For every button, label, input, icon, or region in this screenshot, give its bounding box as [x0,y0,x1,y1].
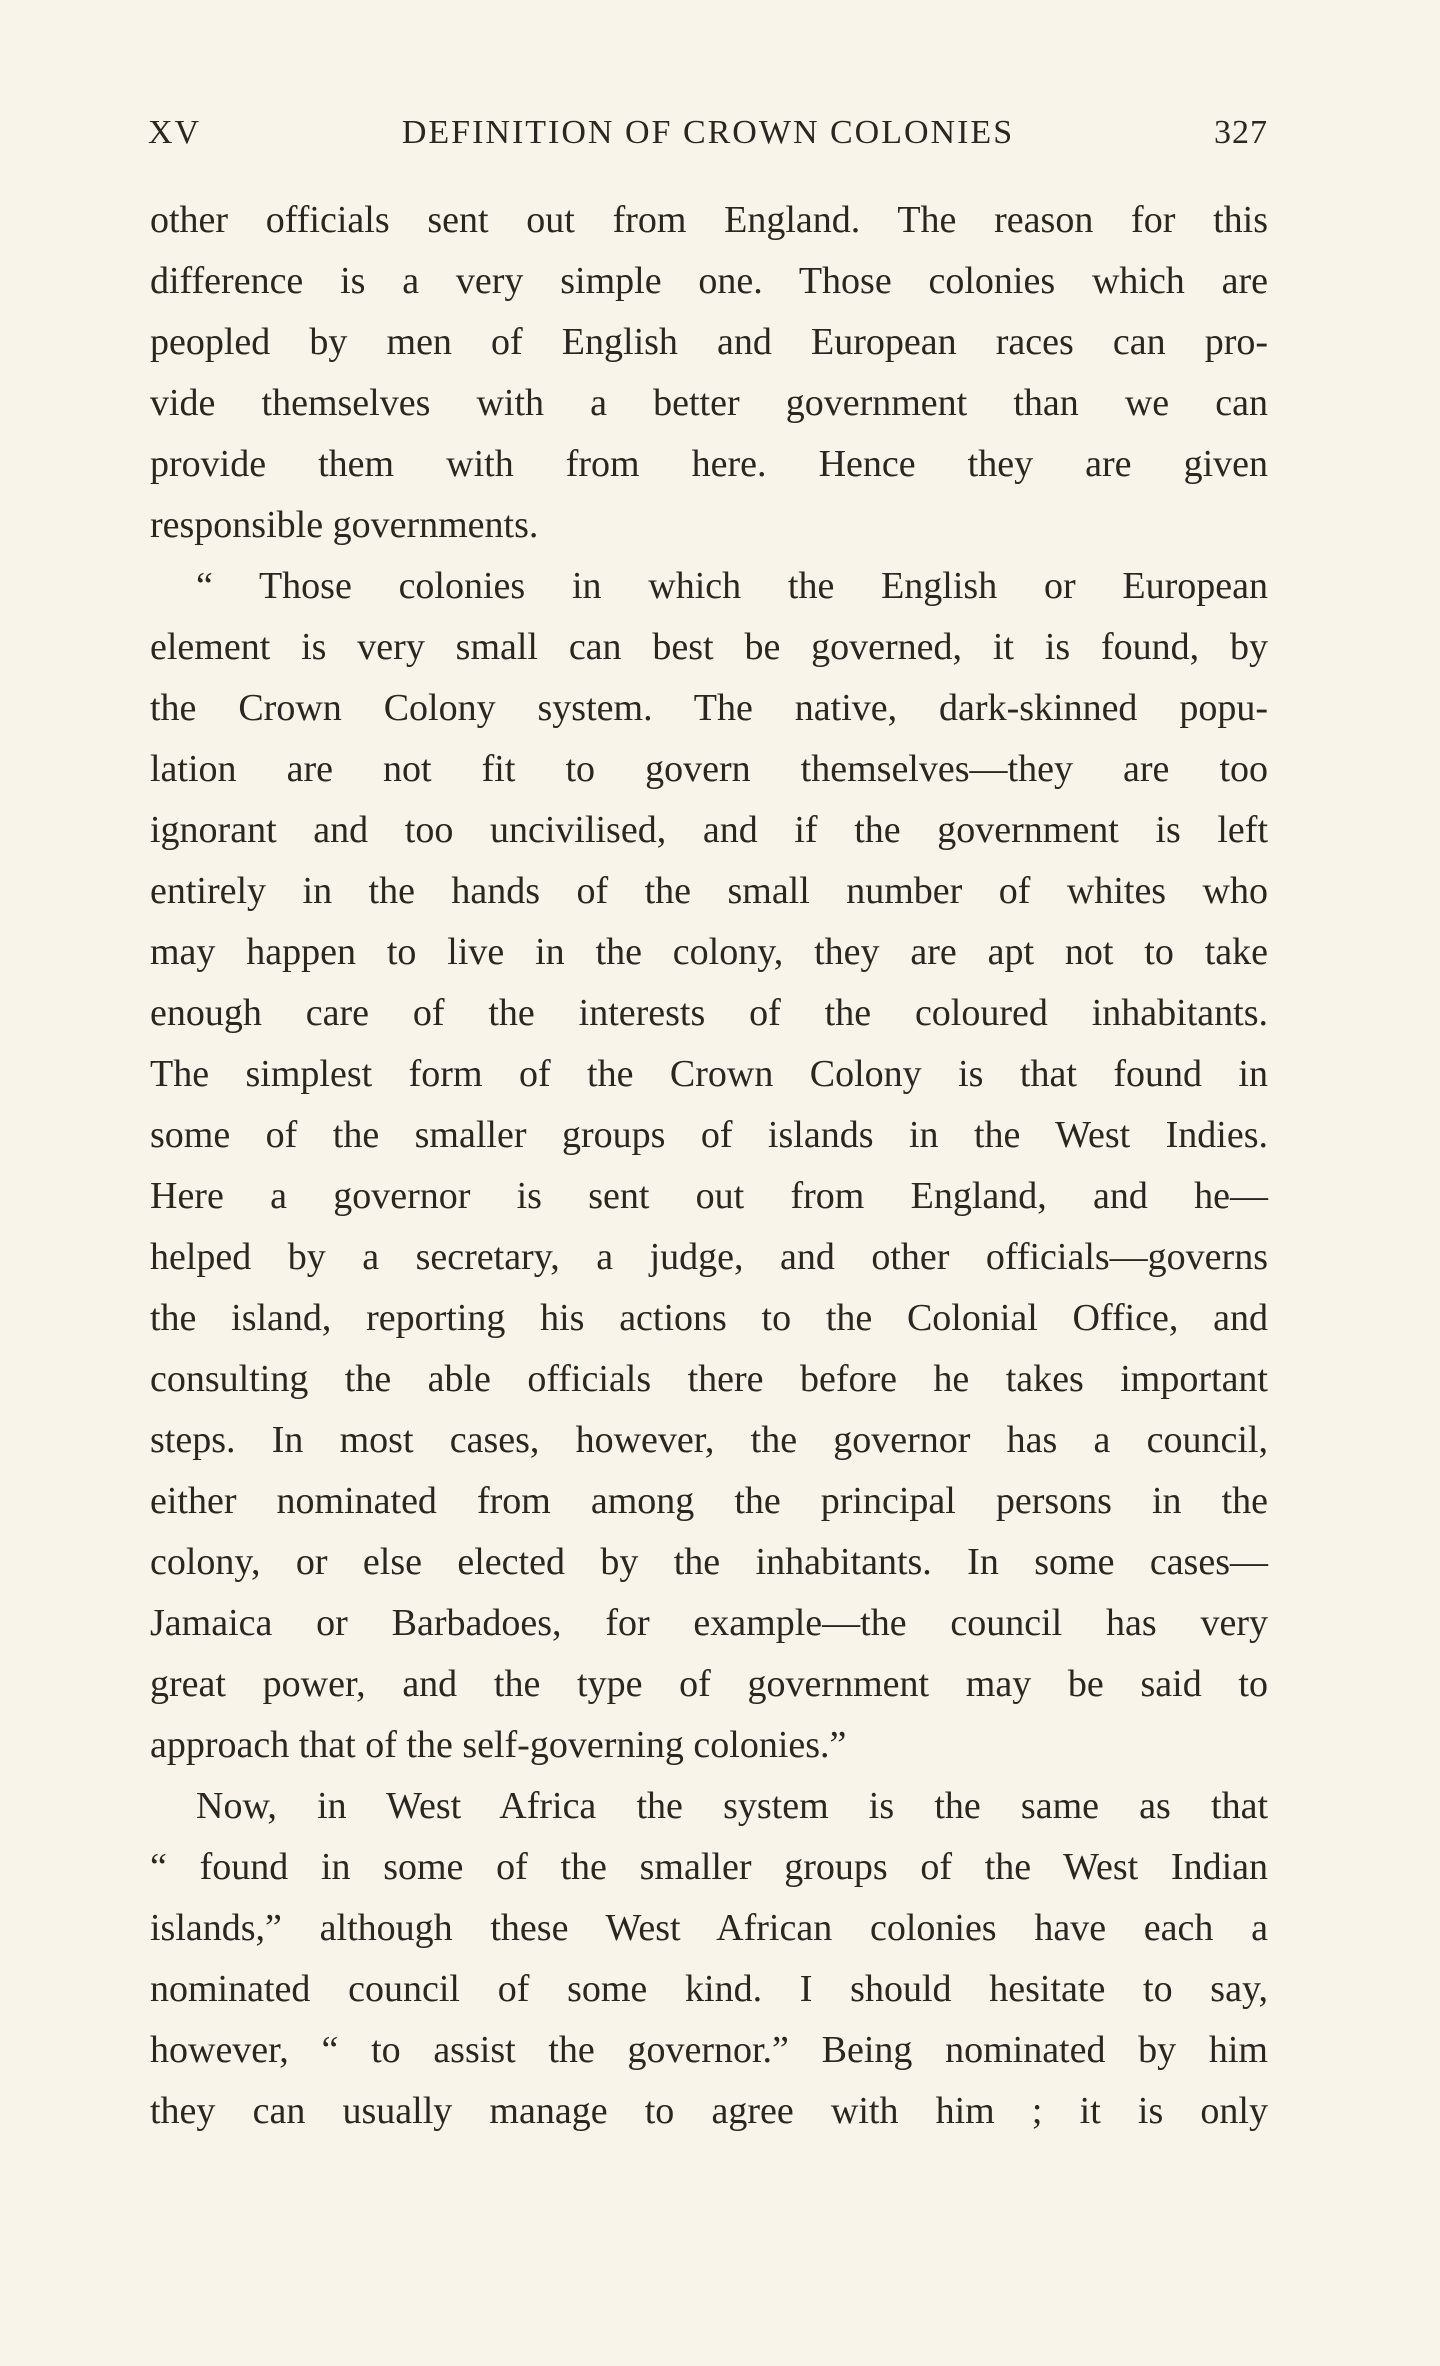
text-line: provide them with from here. Hence they are given [150,443,1268,485]
text-line: responsible governments. [150,504,539,546]
text-line: “ Those colonies in which the English or European [196,565,1268,607]
text-line: great power, and the type of government may be said to [150,1663,1268,1705]
text-line: consulting the able officials there before he takes important [150,1358,1268,1400]
text-line: the island, reporting his actions to the Colonial Office, and [150,1297,1268,1339]
text-line: “ found in some of the smaller groups of the West Indian [150,1846,1268,1888]
running-head [148,108,1268,158]
page-number: 327 [1214,114,1268,151]
text-line: they can usually manage to agree with him ; it is only [150,2090,1268,2132]
text-line: helped by a secretary, a judge, and other officials—governs [150,1236,1268,1278]
text-line: enough care of the interests of the coloured inhabitants. [150,992,1268,1034]
text-line: Now, in West Africa the system is the same as that [196,1785,1268,1827]
text-line: Here a governor is sent out from England, and he— [150,1175,1268,1217]
text-line: however, “ to assist the governor.” Being nominated by him [150,2029,1268,2071]
text-line: lation are not fit to govern themselves—they are too [150,748,1268,790]
text-line: peopled by men of English and European races can pro- [150,321,1268,363]
text-line: nominated council of some kind. I should hesitate to say, [150,1968,1268,2010]
text-line: may happen to live in the colony, they are apt not to take [150,931,1268,973]
text-line: the Crown Colony system. The native, dark-skinned popu- [150,687,1268,729]
body-text [150,190,1268,2142]
text-line: Jamaica or Barbadoes, for example—the council has very [150,1602,1268,1644]
text-line: The simplest form of the Crown Colony is that found in [150,1053,1268,1095]
text-line: steps. In most cases, however, the governor has a council, [150,1419,1268,1461]
text-line: entirely in the hands of the small number of whites who [150,870,1268,912]
text-line: islands,” although these West African colonies have each a [150,1907,1268,1949]
text-line: colony, or else elected by the inhabitants. In some cases— [150,1541,1268,1583]
text-line: some of the smaller groups of islands in the West Indies. [150,1114,1268,1156]
text-line: difference is a very simple one. Those colonies which are [150,260,1268,302]
text-line: approach that of the self-governing colonies.” [150,1724,847,1766]
text-line: element is very small can best be governed, it is found, by [150,626,1268,668]
text-line: ignorant and too uncivilised, and if the government is left [150,809,1268,851]
chapter-number: XV [148,114,202,151]
text-line: vide themselves with a better government than we can [150,382,1268,424]
text-line: either nominated from among the principal persons in the [150,1480,1268,1522]
text-line: other officials sent out from England. The reason for this [150,199,1268,241]
running-title: DEFINITION OF CROWN COLONIES [401,114,1015,151]
